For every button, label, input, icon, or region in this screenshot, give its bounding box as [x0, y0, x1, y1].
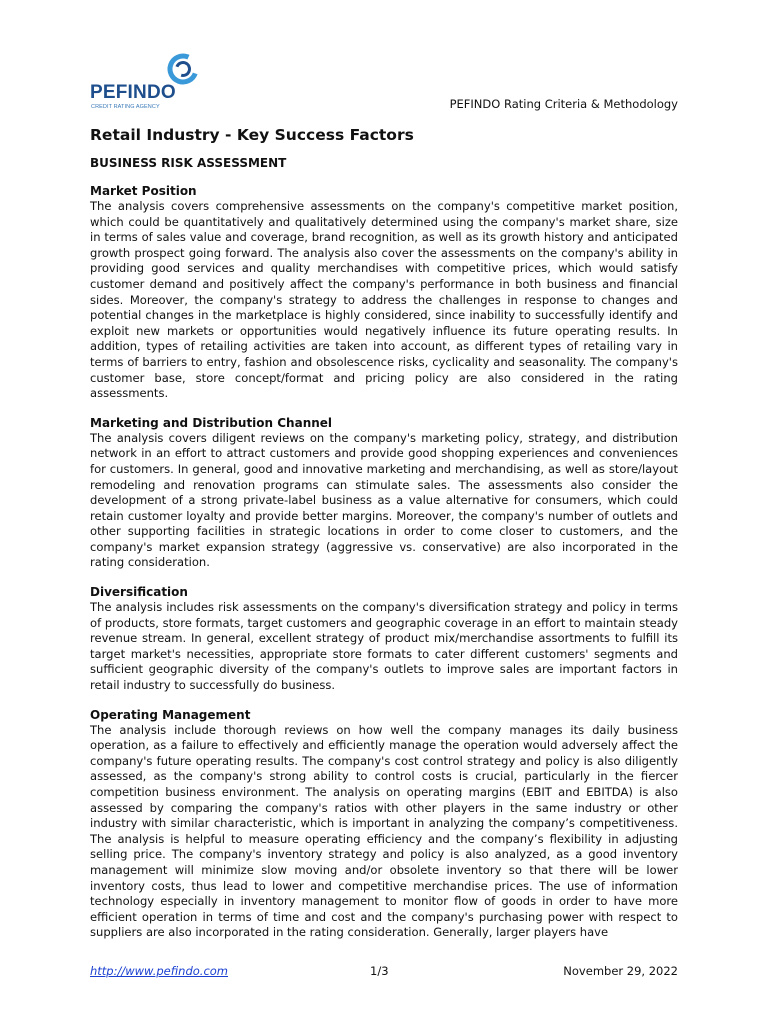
subsection-body: The analysis includes risk assessments on the company's diversification strategy and policy in terms of products, store formats, target customers and geographic coverage in an effort to maintain steady revenue stream. In general, excellent strategy of product mix/merchandise assortments to fulfill its target market's necessities, appropriate store formats to cater different customers' segments and sufficient geographic diversity of the company's outlets to improve sales are important factors in retail industry to successfully do business.: [90, 600, 678, 693]
subsection-body: The analysis include thorough reviews on how well the company manages its daily business operation, as a failure to effectively and efficiently manage the operation would adversely affect the company's future operating results. The company's cost control strategy and policy is also diligently assessed, as the company's strong ability to control costs is crucial, particularly in the fiercer competition business environment. The analysis on operating margins (EBIT and EBITDA) is also assessed by comparing the company's ratios with other players in the same industry or other industry with similar characteristic, which is important in analyzing the company’s competitiveness. The analysis is helpful to measure operating efficiency and the company’s flexibility in adjusting selling price. The company's inventory strategy and policy is also analyzed, as a good inventory management will minimize slow moving and/or obsolete inventory so that there will be lower inventory costs, thus lead to lower and competitive merchandise prices. The use of information technology especially in inventory management to monitor flow of goods in order to have more efficient operation in terms of time and cost and the company's purchasing power with respect to suppliers are also incorporated in the rating consideration. Generally, larger players have: [90, 722, 678, 940]
page-footer: [90, 964, 678, 980]
subsection-body: The analysis covers diligent reviews on the company's marketing policy, strategy, and distribution network in an effort to attract customers and provide good shopping experiences and conveniences for customers. In general, good and innovative marketing and merchandising, as well as store/layout remodeling and renovation programs can stimulate sales. The assessments also consider the development of a strong private-label business as a value alternative for consumers, which could retain customer loyalty and provide better margins. Moreover, the company's number of outlets and other supporting facilities in strategic locations in order to come closer to customers, and the company's market expansion strategy (aggressive vs. conservative) are also incorporated in the rating consideration.: [90, 430, 678, 570]
document-date: November 29, 2022: [563, 964, 678, 978]
subsection-body: The analysis covers comprehensive assessments on the company's competitive market position, which could be quantitatively and qualitatively determined using the company's market share, size in terms of sales value and coverage, brand recognition, as well as its growth history and anticipated growth prospect going forward. The analysis also cover the assessments on the company's ability in providing good services and quality merchandises with competitive prices, which would satisfy customer demand and positively affect the company's performance in both business and financial sides. Moreover, the company's strategy to address the challenges in response to changes and potential changes in the marketplace is highly considered, since inability to successfully identify and exploit new markets or opportunities would negatively influence its future operating results. In addition, types of retailing activities are taken into account, as different types of retailing vary in terms of barriers to entry, fashion and obsolescence risks, cyclicality and seasonality. The company's customer base, store concept/format and pricing policy are also considered in the rating assessments.: [90, 199, 678, 401]
logo-tagline: CREDIT RATING AGENCY: [91, 104, 160, 110]
document-body: [90, 126, 678, 941]
subsection-heading: Market Position: [90, 184, 197, 198]
subsection-heading: Marketing and Distribution Channel: [90, 415, 333, 430]
website-link[interactable]: http://www.pefindo.com: [90, 964, 229, 978]
document-series: PEFINDO Rating Criteria & Methodology: [449, 97, 678, 111]
document-title: Retail Industry - Key Success Factors: [90, 126, 414, 144]
pefindo-swirl-icon: [166, 52, 200, 86]
subsection-heading: Diversification: [90, 585, 188, 600]
section-title: BUSINESS RISK ASSESSMENT: [90, 156, 287, 170]
pefindo-logo: [90, 52, 220, 112]
subsection-heading: Operating Management: [90, 707, 251, 722]
page-number: 1/3: [370, 964, 389, 978]
logo-wordmark: PEFINDO: [90, 82, 176, 103]
